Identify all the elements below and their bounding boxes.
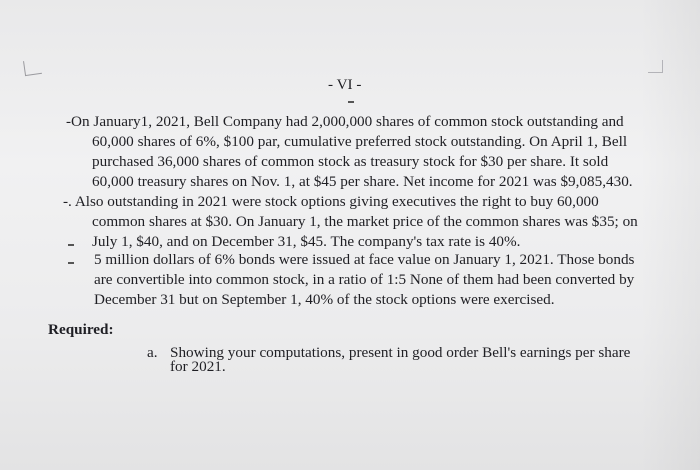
paragraph1-line-2: 60,000 shares of 6%, $100 par, cumulative preferred stock outstanding. On April 1, Bell [92, 133, 628, 150]
required-label: Required: [48, 321, 114, 338]
paragraph1-line-7: July 1, $40, and on December 31, $45. The company's tax rate is 40%. [92, 233, 521, 250]
header-dash-mark [348, 101, 354, 103]
paragraph2-line-2: are convertible into common stock, in a ratio of 1:5 None of them had been converted by [94, 271, 635, 288]
paragraph1-line-1: -On January1, 2021, Bell Company had 2,000,000 shares of common stock outstanding and [66, 113, 624, 130]
paragraph2-line-3: December 31 but on September 1, 40% of the stock options were exercised. [94, 291, 555, 308]
margin-mark [68, 244, 74, 246]
paragraph2-line-1: 5 million dollars of 6% bonds were issued at face value on January 1, 2021. Those bonds [94, 251, 635, 268]
task-line-2: for 2021. [170, 358, 226, 375]
paragraph2-bullet-mark [68, 262, 74, 264]
paragraph1-line-3: purchased 36,000 shares of common stock as treasury stock for $30 per share. It sold [92, 153, 609, 170]
paragraph1-line-4: 60,000 treasury shares on Nov. 1, at $45 per share. Net income for 2021 was $9,085,430. [92, 173, 633, 190]
task-marker: a. [147, 344, 158, 361]
corner-mark-left [23, 59, 42, 76]
paragraph1-line-5: -. Also outstanding in 2021 were stock options giving executives the right to buy 60,000 [63, 193, 599, 210]
paragraph1-line-6: common shares at $30. On January 1, the market price of the common shares was $35; on [92, 213, 638, 230]
page-header: - VI - [328, 76, 362, 93]
task-line-1: Showing your computations, present in good order Bell's earnings per share [170, 344, 631, 361]
corner-mark-right [648, 60, 663, 73]
